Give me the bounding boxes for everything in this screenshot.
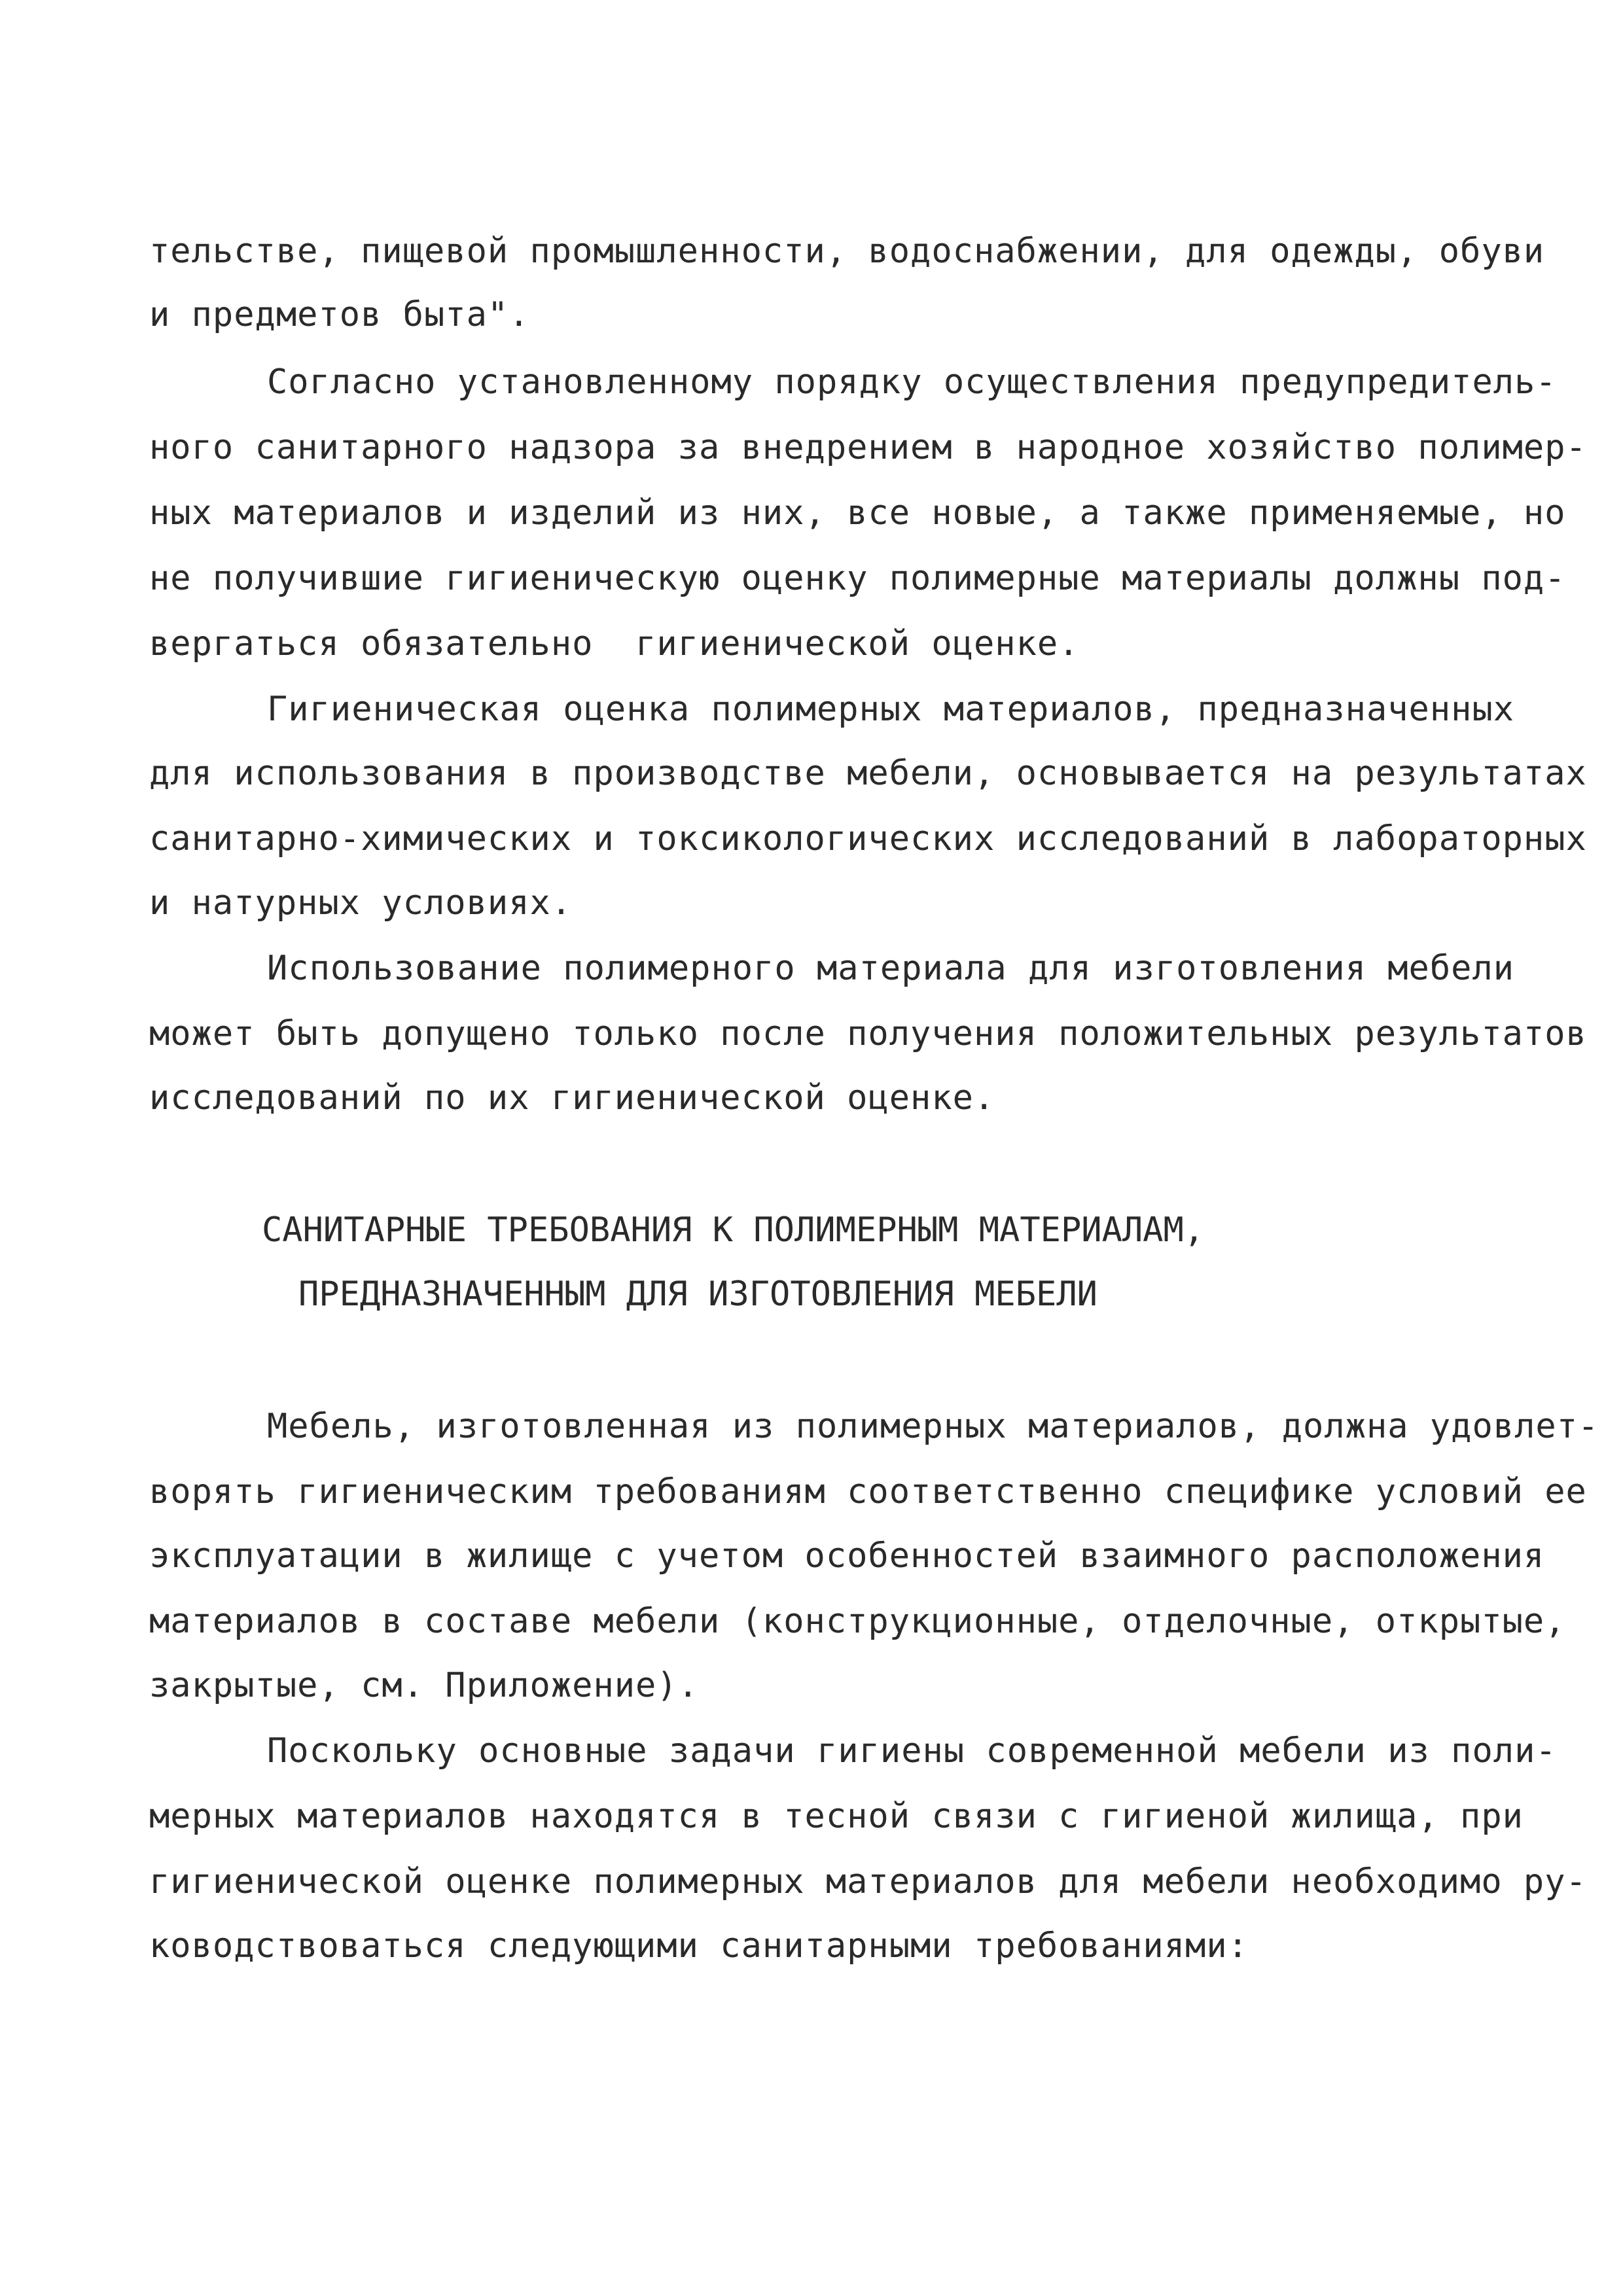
paragraph-3-line-1: Гигиеническая оценка полимерных материалов, предназначенных [267, 690, 1515, 729]
paragraph-6-line-2: мерных материалов находятся в тесной связи с гигиеной жилища, при [149, 1797, 1524, 1836]
paragraph-2-line-3: ных материалов и изделий из них, все новые, а также применяемые, но [149, 493, 1566, 533]
paragraph-6-line-3: гигиенической оценке полимерных материалов для мебели необходимо ру- [149, 1862, 1587, 1901]
paragraph-1-line-2: и предметов быта". [149, 295, 530, 334]
paragraph-6-line-4: ководствоваться следующими санитарными требованиями: [149, 1926, 1249, 1966]
paragraph-6-line-1: Поскольку основные задачи гигиены современной мебели из поли- [267, 1731, 1557, 1771]
paragraph-4-line-3: исследований по их гигиенической оценке. [149, 1078, 995, 1118]
paragraph-3-line-4: и натурных условиях. [149, 883, 573, 923]
paragraph-2-line-2: ного санитарного надзора за внедрением в народное хозяйство полимер- [149, 428, 1587, 467]
paragraph-3-line-3: санитарно-химических и токсикологических исследований в лабораторных [149, 819, 1587, 858]
paragraph-1-line-1: тельстве, пищевой промышленности, водоснабжении, для одежды, обуви [149, 232, 1545, 271]
paragraph-5-line-4: материалов в составе мебели (конструкционные, отделочные, открытые, [149, 1602, 1566, 1641]
paragraph-2-line-1: Согласно установленному порядку осуществления предупредитель- [267, 362, 1557, 402]
section-heading-line-2: ПРЕДНАЗНАЧЕННЫМ ДЛЯ ИЗГОТОВЛЕНИЯ МЕБЕЛИ [298, 1275, 1097, 1314]
paragraph-5-line-2: ворять гигиеническим требованиям соответственно специфике условий ее [149, 1472, 1587, 1511]
paragraph-3-line-2: для использования в производстве мебели, основывается на результатах [149, 754, 1587, 793]
paragraph-4-line-1: Использование полимерного материала для изготовления мебели [267, 949, 1515, 988]
paragraph-5-line-1: Мебель, изготовленная из полимерных материалов, должна удовлет- [267, 1407, 1599, 1446]
paragraph-5-line-5: закрытые, см. Приложение). [149, 1666, 699, 1705]
section-heading-line-1: САНИТАРНЫЕ ТРЕБОВАНИЯ К ПОЛИМЕРНЫМ МАТЕРИАЛАМ, [262, 1210, 1205, 1250]
paragraph-5-line-3: эксплуатации в жилище с учетом особенностей взаимного расположения [149, 1536, 1545, 1576]
paragraph-2-line-5: вергаться обязательно гигиенической оценке. [149, 624, 1080, 663]
paragraph-4-line-2: может быть допущено только после получения положительных результатов [149, 1014, 1587, 1053]
paragraph-2-line-4: не получившие гигиеническую оценку полимерные материалы должны под- [149, 559, 1566, 598]
